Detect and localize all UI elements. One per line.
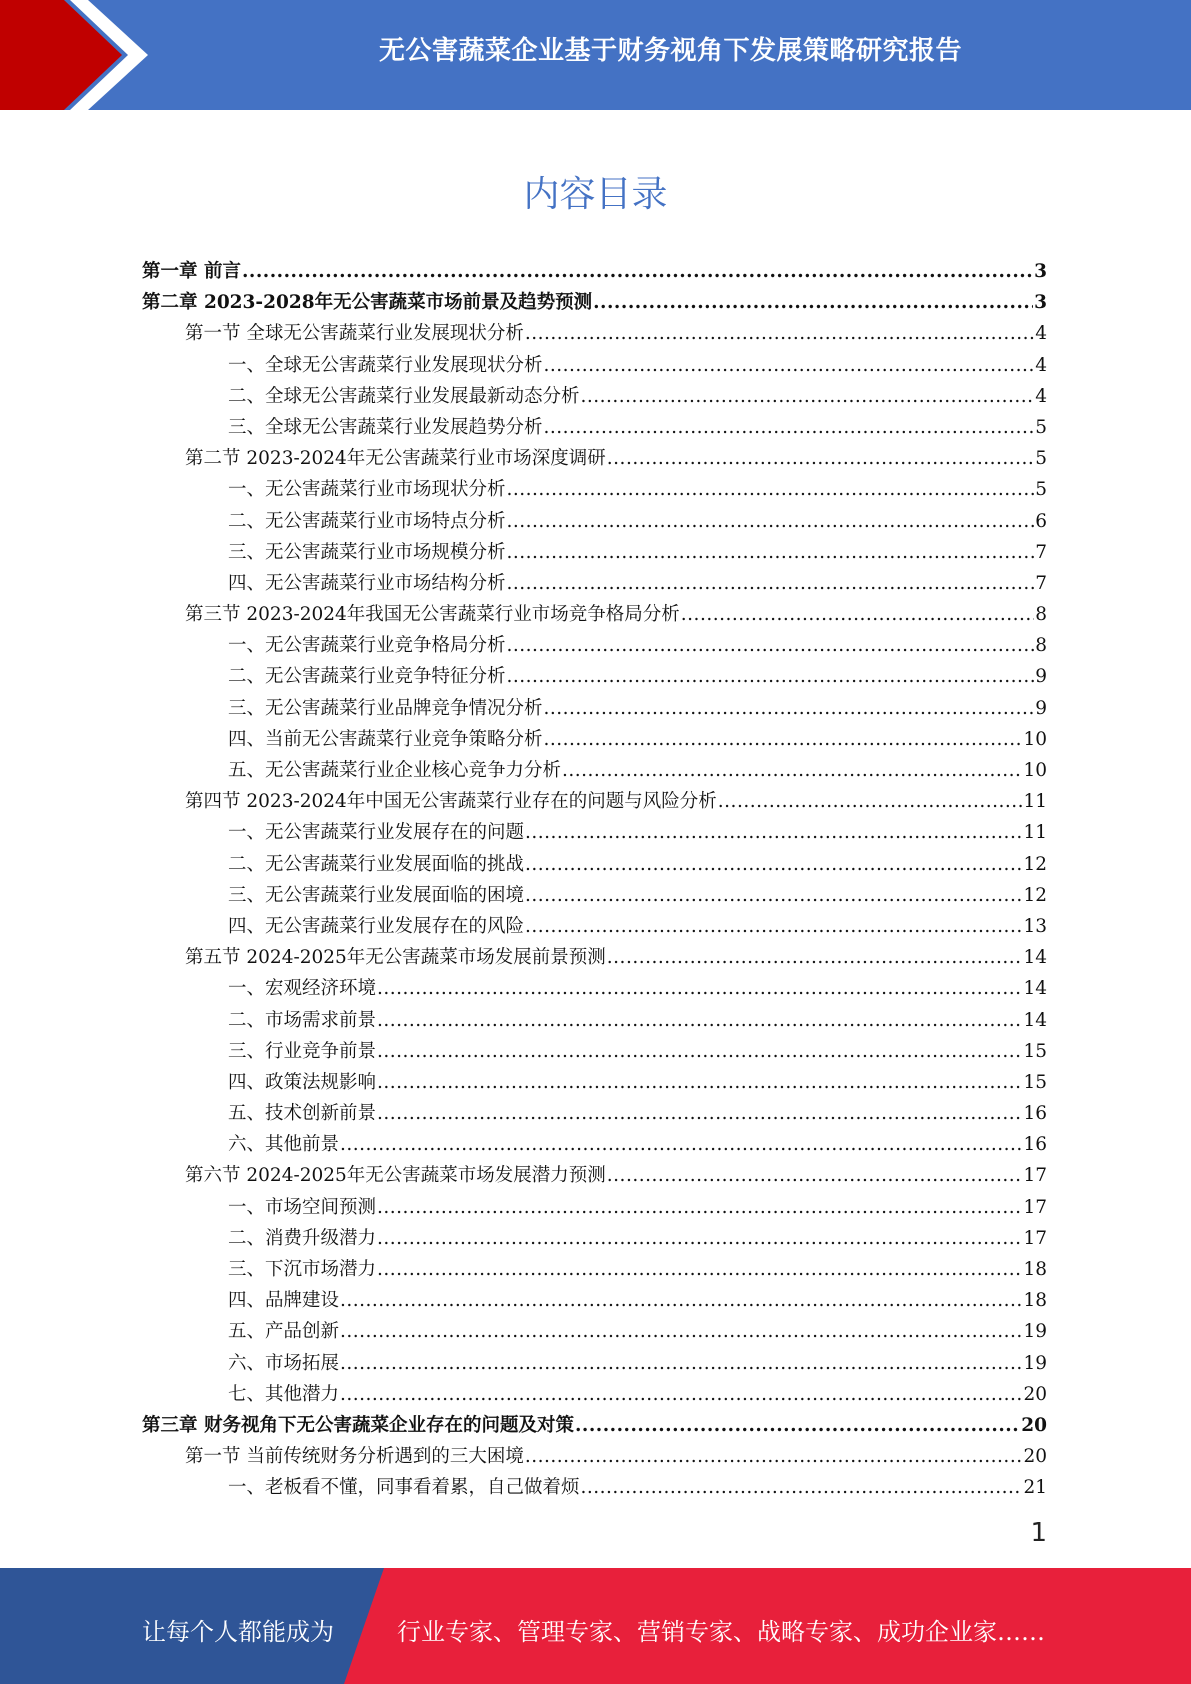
toc-entry-title: 三、无公害蔬菜行业发展面临的困境 (228, 884, 525, 906)
toc-dot-leader (340, 1316, 1022, 1347)
toc-dot-leader (525, 849, 1022, 880)
toc-entry-title: 三、行业竞争前景 (228, 1040, 377, 1062)
toc-entry-page: 17 (1023, 1227, 1047, 1249)
toc-entry-title: 一、无公害蔬菜行业市场现状分析 (228, 479, 506, 501)
toc-entry[interactable] (142, 381, 1047, 412)
toc-entry-title: 第二章 2023-2028年无公害蔬菜市场前景及趋势预测 (142, 292, 593, 314)
toc-entry-title: 四、政策法规影响 (228, 1071, 377, 1093)
toc-entry-title: 一、无公害蔬菜行业竞争格局分析 (228, 635, 506, 657)
toc-entry-title: 第五节 2024-2025年无公害蔬菜市场发展前景预测 (185, 947, 606, 969)
toc-entry[interactable] (142, 911, 1047, 942)
toc-entry[interactable] (142, 661, 1047, 692)
toc-entry-title: 一、全球无公害蔬菜行业发展现状分析 (228, 354, 543, 376)
toc-entry[interactable] (142, 786, 1047, 817)
toc-entry-page: 5 (1035, 479, 1047, 501)
toc-dot-leader (377, 1036, 1022, 1067)
toc-dot-leader (581, 381, 1035, 412)
toc-entry-page: 18 (1023, 1259, 1047, 1280)
toc-entry[interactable] (142, 1067, 1047, 1098)
toc-entry-page: 12 (1023, 853, 1047, 875)
toc-entry-page: 14 (1023, 978, 1047, 1000)
toc-entry[interactable] (142, 630, 1047, 661)
toc-entry[interactable] (142, 973, 1047, 1004)
toc-entry-title: 二、无公害蔬菜行业竞争特征分析 (228, 666, 506, 688)
toc-dot-leader (525, 911, 1022, 942)
toc-dot-leader (525, 318, 1034, 349)
toc-entry-page: 19 (1023, 1321, 1047, 1343)
toc-dot-leader (507, 568, 1035, 599)
toc-entry-title: 二、市场需求前景 (228, 1009, 377, 1031)
toc-entry-title: 四、无公害蔬菜行业市场结构分析 (228, 572, 506, 594)
toc-entry[interactable] (142, 1192, 1047, 1223)
toc-dot-leader (681, 599, 1034, 630)
toc-entry-title: 二、全球无公害蔬菜行业发展最新动态分析 (228, 385, 580, 407)
toc-entry-page: 20 (1023, 1446, 1047, 1468)
toc-entry[interactable] (142, 506, 1047, 537)
toc-entry-page: 20 (1023, 1383, 1047, 1405)
toc-entry-page: 15 (1023, 1040, 1047, 1062)
toc-dot-leader (607, 942, 1023, 973)
toc-dot-leader (581, 1472, 1023, 1503)
toc-entry[interactable] (142, 537, 1047, 568)
toc-entry-page: 14 (1023, 947, 1047, 969)
toc-entry-title: 第四节 2023-2024年中国无公害蔬菜行业存在的问题与风险分析 (185, 791, 717, 813)
toc-entry-title: 六、其他前景 (228, 1134, 340, 1156)
toc-entry-title: 第一章 前言 (142, 261, 241, 282)
toc-entry-page: 11 (1023, 822, 1047, 844)
toc-entry-page: 4 (1035, 385, 1047, 407)
toc-entry-title: 三、下沉市场潜力 (228, 1259, 377, 1280)
toc-entry-page: 19 (1023, 1352, 1047, 1374)
toc-dot-leader (377, 1254, 1022, 1285)
toc-entry[interactable] (142, 1223, 1047, 1254)
toc-dot-leader (507, 506, 1035, 537)
toc-entry-page: 8 (1035, 604, 1047, 626)
toc-dot-leader (340, 1348, 1022, 1379)
toc-dot-leader (242, 256, 1033, 287)
toc-dot-leader (607, 443, 1034, 474)
header-arrow-decoration (0, 0, 170, 110)
toc-entry-page: 17 (1023, 1165, 1047, 1187)
toc-entry-title: 七、其他潜力 (228, 1383, 340, 1405)
toc-entry-title: 第一节 全球无公害蔬菜行业发展现状分析 (185, 323, 524, 345)
toc-entry-page: 4 (1035, 323, 1047, 345)
toc-entry-page: 11 (1023, 791, 1047, 813)
toc-entry[interactable] (142, 256, 1047, 287)
toc-entry-page: 13 (1023, 915, 1047, 937)
toc-entry[interactable] (142, 880, 1047, 911)
toc-entry[interactable] (142, 287, 1047, 318)
toc-dot-leader (377, 973, 1022, 1004)
toc-entry-title: 一、市场空间预测 (228, 1196, 377, 1218)
toc-dot-leader (507, 537, 1035, 568)
toc-entry-page: 3 (1034, 292, 1047, 314)
toc-dot-leader (718, 786, 1023, 817)
report-title: 无公害蔬菜企业基于财务视角下发展策略研究报告 (378, 36, 962, 66)
toc-entry[interactable] (142, 1441, 1047, 1472)
toc-entry-page: 21 (1023, 1477, 1047, 1499)
page-number: 1 (1030, 1518, 1047, 1548)
toc-dot-leader (593, 287, 1033, 318)
toc-entry-page: 10 (1023, 760, 1047, 781)
toc-dot-leader (607, 1160, 1023, 1191)
toc-dot-leader (340, 1285, 1022, 1316)
toc-dot-leader (377, 1005, 1022, 1036)
toc-dot-leader (575, 1410, 1020, 1441)
toc-entry[interactable] (142, 1254, 1047, 1285)
toc-dot-leader (377, 1223, 1022, 1254)
toc-entry-page: 4 (1035, 354, 1047, 376)
toc-entry-title: 一、宏观经济环境 (228, 978, 377, 1000)
toc-entry[interactable] (142, 942, 1047, 973)
toc-entry-page: 12 (1023, 884, 1047, 906)
toc-entry-title: 二、无公害蔬菜行业市场特点分析 (228, 510, 506, 532)
toc-entry-page: 3 (1034, 261, 1047, 282)
toc-entry-page: 14 (1023, 1009, 1047, 1031)
toc-entry-page: 17 (1023, 1196, 1047, 1218)
toc-entry-title: 三、无公害蔬菜行业品牌竞争情况分析 (228, 697, 543, 719)
toc-entry-title: 一、无公害蔬菜行业发展存在的问题 (228, 822, 525, 844)
toc-entry-page: 5 (1035, 416, 1047, 438)
toc-entry-page: 20 (1021, 1414, 1047, 1436)
toc-entry-title: 第三章 财务视角下无公害蔬菜企业存在的问题及对策 (142, 1414, 574, 1436)
toc-heading: 内容目录 (523, 174, 668, 215)
footer-slogan-left: 让每个人都能成为 (142, 1618, 334, 1646)
toc-entry-title: 五、技术创新前景 (228, 1103, 377, 1125)
toc-entry[interactable] (142, 1472, 1047, 1503)
toc-entry-title: 第六节 2024-2025年无公害蔬菜市场发展潜力预测 (185, 1165, 606, 1187)
toc-entry[interactable] (142, 693, 1047, 724)
toc-entry-title: 一、老板看不懂，同事看着累，自己做着烦 (228, 1477, 580, 1499)
toc-entry-page: 9 (1035, 666, 1047, 688)
toc-entry[interactable] (142, 755, 1047, 786)
toc-entry[interactable] (142, 1160, 1047, 1191)
footer-slogan-right: 行业专家、管理专家、营销专家、战略专家、成功企业家…… (397, 1618, 1045, 1646)
toc-entry[interactable] (142, 1285, 1047, 1316)
toc-entry-page: 10 (1023, 728, 1047, 750)
toc-dot-leader (525, 880, 1022, 911)
toc-entry[interactable] (142, 1379, 1047, 1410)
toc-entry-page: 18 (1023, 1290, 1047, 1312)
toc-entry[interactable] (142, 350, 1047, 381)
toc-entry[interactable] (142, 1348, 1047, 1379)
toc-entry-title: 第一节 当前传统财务分析遇到的三大困境 (185, 1446, 524, 1468)
toc-dot-leader (377, 1067, 1022, 1098)
toc-entry[interactable] (142, 318, 1047, 349)
toc-entry-title: 五、产品创新 (228, 1321, 340, 1343)
toc-dot-leader (340, 1129, 1022, 1160)
toc-entry-title: 四、品牌建设 (228, 1290, 340, 1312)
toc-entry-page: 5 (1035, 448, 1047, 470)
toc-dot-leader (525, 1441, 1023, 1472)
toc-entry[interactable] (142, 817, 1047, 848)
toc-entry-title: 三、无公害蔬菜行业市场规模分析 (228, 541, 506, 563)
toc-dot-leader (544, 350, 1035, 381)
toc-entry-title: 二、无公害蔬菜行业发展面临的挑战 (228, 853, 525, 875)
toc-dot-leader (340, 1379, 1022, 1410)
toc-entry[interactable] (142, 568, 1047, 599)
toc-dot-leader (507, 474, 1035, 505)
toc-dot-leader (507, 661, 1035, 692)
toc-dot-leader (525, 817, 1022, 848)
toc-dot-leader (544, 693, 1035, 724)
toc-dot-leader (544, 724, 1023, 755)
toc-entry[interactable] (142, 1098, 1047, 1129)
toc-dot-leader (507, 630, 1035, 661)
toc-entry[interactable] (142, 1410, 1047, 1441)
toc-entry-page: 9 (1035, 697, 1047, 719)
toc-entry[interactable] (142, 412, 1047, 443)
toc-entry-page: 16 (1023, 1134, 1047, 1156)
toc-entry-title: 第三节 2023-2024年我国无公害蔬菜行业市场竞争格局分析 (185, 604, 680, 626)
toc-dot-leader (377, 1098, 1022, 1129)
toc-entry[interactable] (142, 849, 1047, 880)
toc-entry[interactable] (142, 474, 1047, 505)
toc-entry-page: 15 (1023, 1071, 1047, 1093)
toc-entry-title: 六、市场拓展 (228, 1352, 340, 1374)
toc-entry[interactable] (142, 724, 1047, 755)
toc-dot-leader (562, 755, 1022, 786)
toc-entry-title: 五、无公害蔬菜行业企业核心竞争力分析 (228, 760, 562, 781)
toc-entry-page: 6 (1035, 510, 1047, 532)
toc-dot-leader (377, 1192, 1022, 1223)
toc-entry[interactable] (142, 1005, 1047, 1036)
page-header (0, 0, 1191, 110)
toc-entry-page: 7 (1035, 572, 1047, 594)
toc-entry-page: 7 (1035, 541, 1047, 563)
toc-entry-title: 三、全球无公害蔬菜行业发展趋势分析 (228, 416, 543, 438)
toc-dot-leader (544, 412, 1035, 443)
toc-entry-title: 四、当前无公害蔬菜行业竞争策略分析 (228, 728, 543, 750)
toc-entry[interactable] (142, 1129, 1047, 1160)
toc-entry-page: 8 (1035, 635, 1047, 657)
page-footer (0, 1568, 1191, 1684)
toc-entry-title: 四、无公害蔬菜行业发展存在的风险 (228, 915, 525, 937)
toc-entry[interactable] (142, 1036, 1047, 1067)
toc-entry[interactable] (142, 1316, 1047, 1347)
toc-entry-title: 第二节 2023-2024年无公害蔬菜行业市场深度调研 (185, 448, 606, 470)
toc-entry-title: 二、消费升级潜力 (228, 1227, 377, 1249)
table-of-contents (142, 256, 1047, 1504)
toc-entry[interactable] (142, 443, 1047, 474)
toc-entry[interactable] (142, 599, 1047, 630)
toc-entry-page: 16 (1023, 1103, 1047, 1125)
